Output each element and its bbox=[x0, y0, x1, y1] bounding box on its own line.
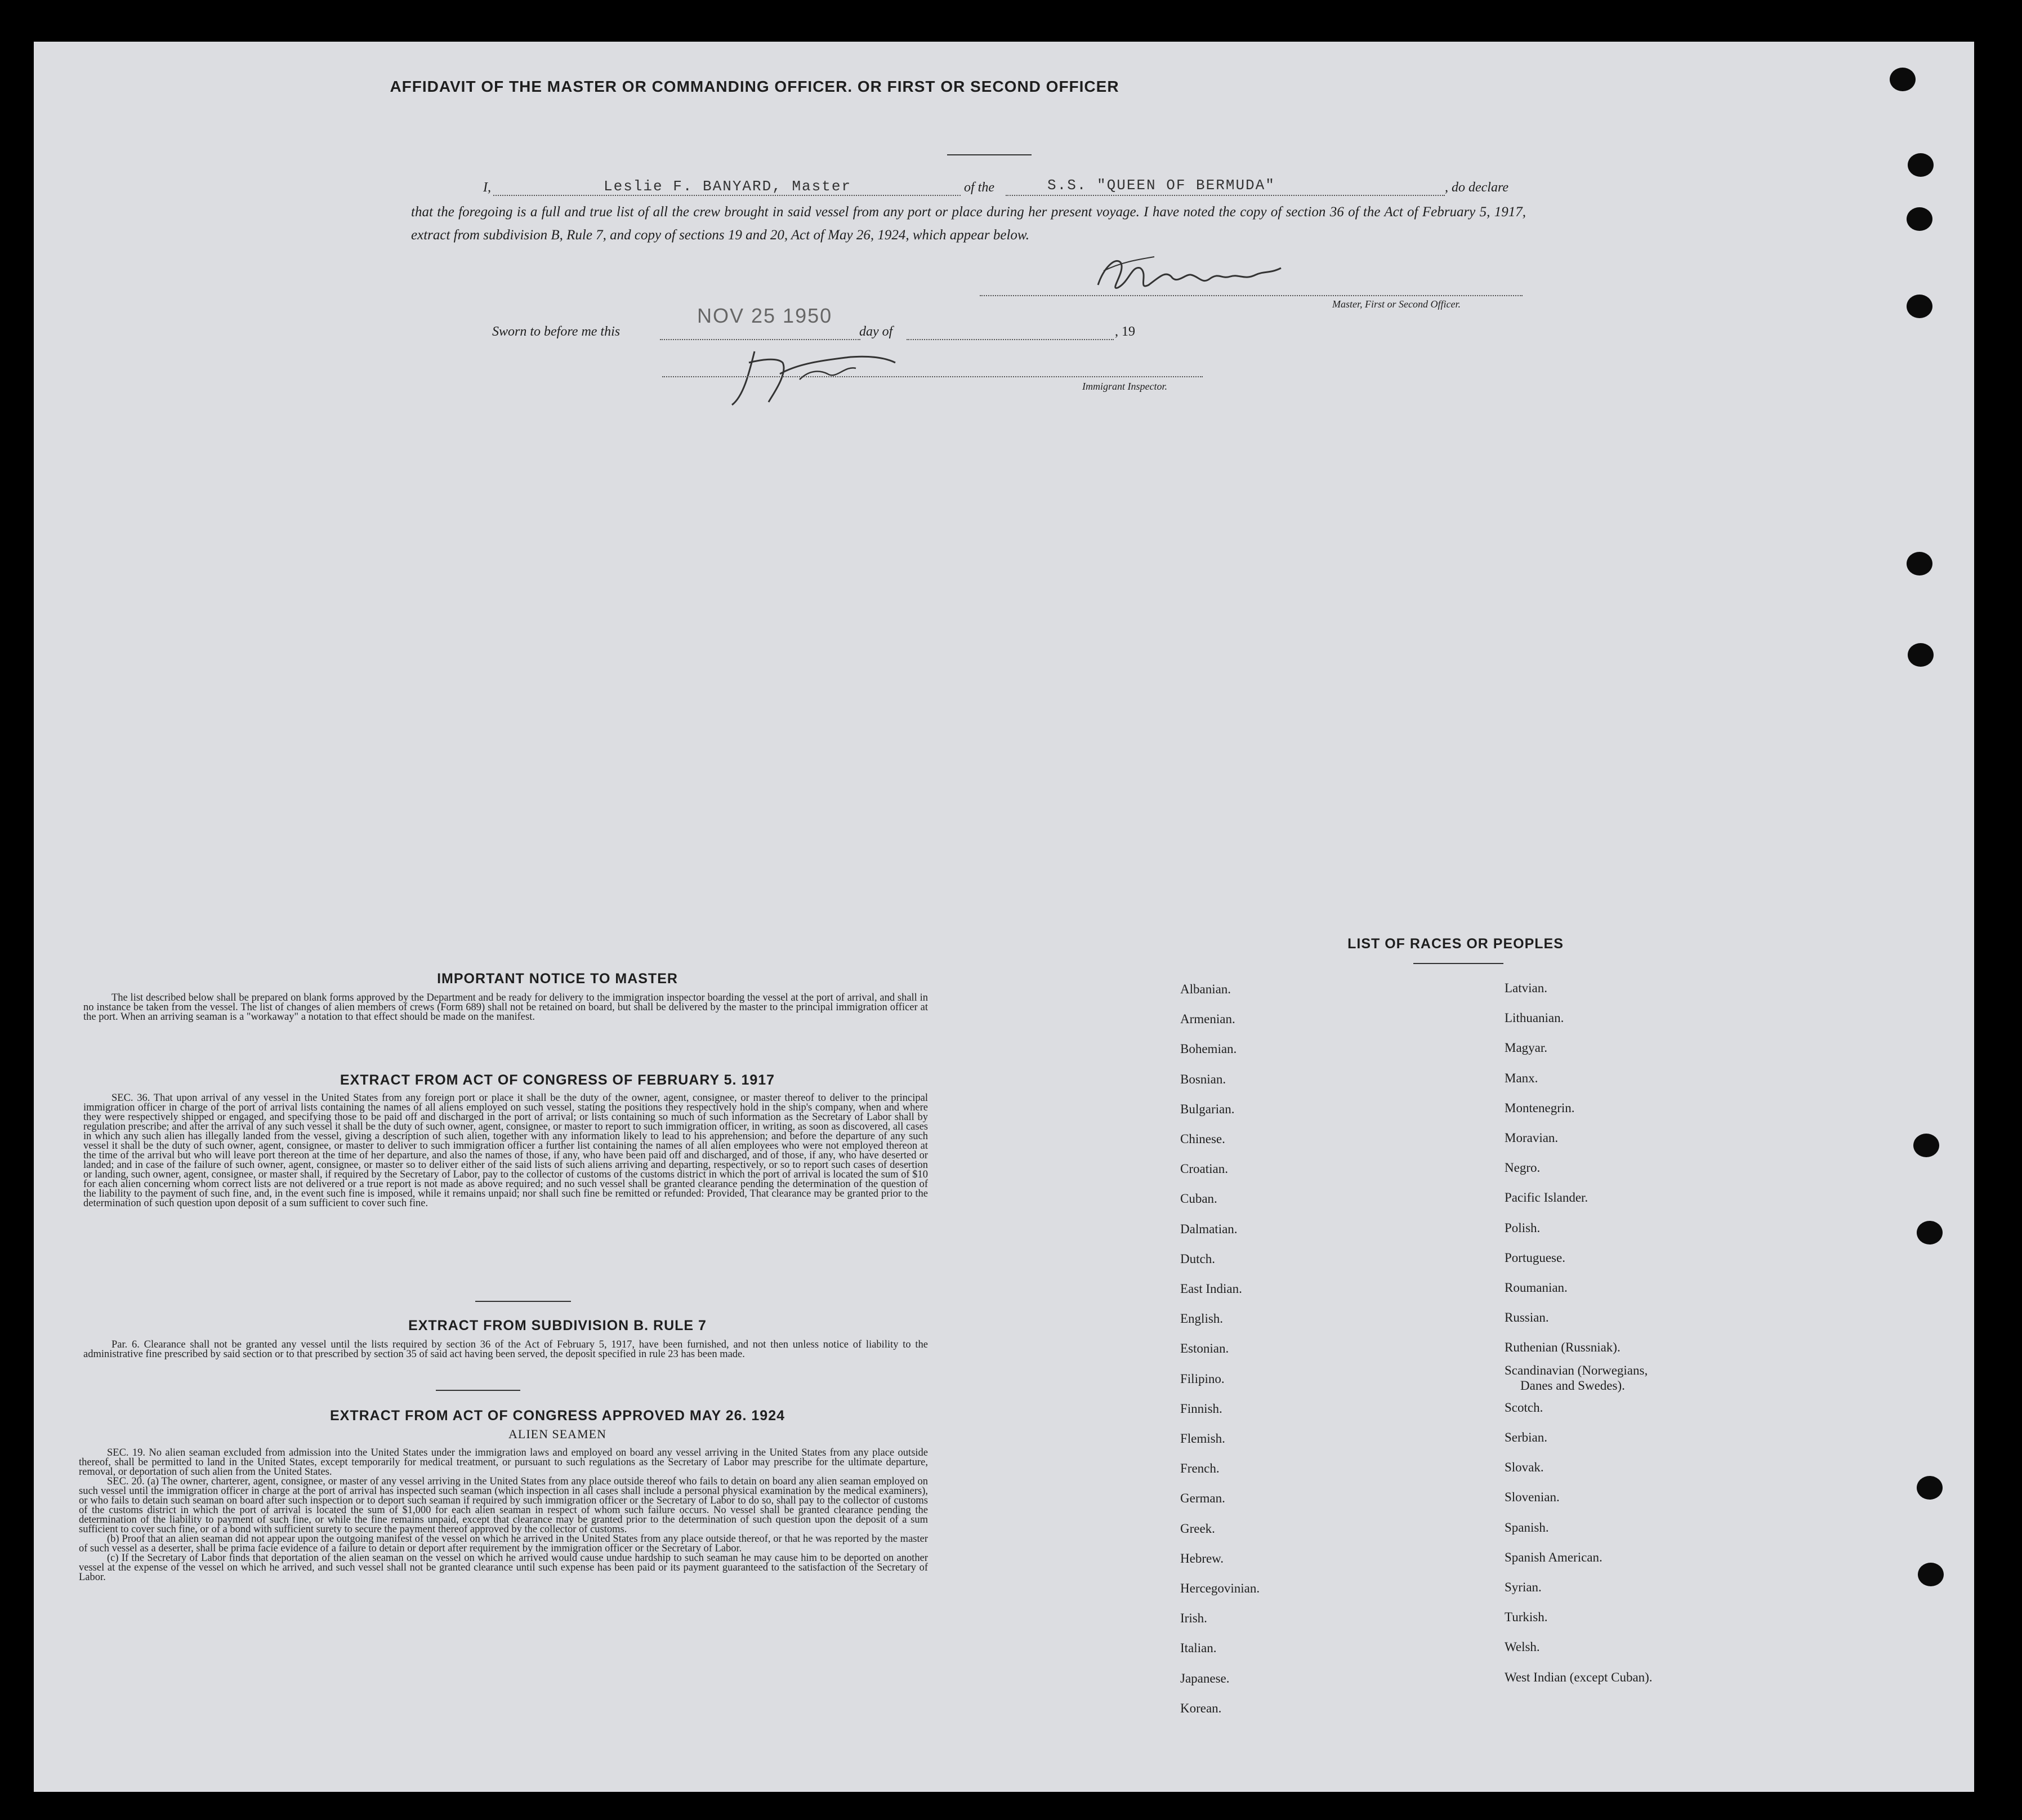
binder-hole bbox=[1917, 1476, 1943, 1500]
of-the-label: of the bbox=[964, 180, 994, 195]
binder-hole bbox=[1890, 68, 1916, 91]
race-item: Bulgarian. bbox=[1180, 1101, 1235, 1116]
extract-rule7-text bbox=[83, 1340, 928, 1359]
notice-text bbox=[83, 993, 928, 1022]
notice-title: IMPORTANT NOTICE TO MASTER bbox=[437, 971, 678, 987]
race-item: Filipino. bbox=[1180, 1371, 1225, 1386]
races-right-column bbox=[1505, 973, 1820, 1692]
race-item: Slovak. bbox=[1505, 1460, 1544, 1475]
sworn-month-line bbox=[907, 339, 1114, 340]
extract-1917-text bbox=[83, 1094, 928, 1208]
race-item: East Indian. bbox=[1180, 1282, 1242, 1296]
race-item: Negro. bbox=[1505, 1161, 1541, 1175]
race-item: Russian. bbox=[1505, 1310, 1549, 1325]
race-item: Polish. bbox=[1505, 1220, 1541, 1235]
race-item: West Indian (except Cuban). bbox=[1505, 1670, 1653, 1684]
vessel-line bbox=[1006, 195, 1445, 196]
race-item: Estonian. bbox=[1180, 1341, 1229, 1356]
binder-hole bbox=[1907, 552, 1932, 576]
race-item: Flemish. bbox=[1180, 1431, 1225, 1446]
race-item: Dalmatian. bbox=[1180, 1221, 1238, 1236]
binder-hole bbox=[1907, 207, 1932, 231]
par6-paragraph: Par. 6. Clearance shall not be granted any vessel until the lists required by section 36 of the Act of February 5, 1917, have been furnished, and not then unless notice of liability to the administrative fine prescribed by said section or to that prescribed by section 35 of said act having been served, the deposit specified in rule 23 has been made. bbox=[83, 1339, 928, 1360]
binder-hole bbox=[1918, 1563, 1944, 1586]
race-item: Spanish American. bbox=[1505, 1550, 1603, 1564]
race-item: Ruthenian (Russniak). bbox=[1505, 1340, 1621, 1355]
race-item: Moravian. bbox=[1505, 1131, 1559, 1145]
race-item: Montenegrin. bbox=[1505, 1100, 1575, 1115]
sec36-paragraph: SEC. 36. That upon arrival of any vessel in the United States from any foreign port or place it shall be the duty of the owner, agent, consignee, or master thereof to deliver to the principal immigration officer in charge of the port of arrival lists containing the names of all aliens employed on such vessel, stating the positions they respectively hold in the ship's company, when and where they were respectively shipped or engaged, and specifying those to be paid off and discharged in the port of arrival; or lists containing so much of such information as the Secretary of Labor shall by regulation prescribe; and after the arrival of any such vessel it shall be the duty of such owner, agent, consignee, or master to report to such immigration officer, in writing, as soon as discovered, all cases in which any such alien has illegally landed from the vessel, giving a description of such alien, together with any information likely to lead to his apprehension; and before the departure of any such vessel it shall be the duty of such owner, agent, consignee, or master to deliver to such immigration officer a further list containing the names of all alien employees who were not employed thereon at the time of the arrival but who will leave port thereon at the time of her departure, and also the names of those, if any, who have been paid off and discharged, and of those, if any, who have deserted or landed; and in case of the failure of such owner, agent, consignee, or master so to deliver either of the said lists of such aliens arriving and departing, respectively, or so to report such cases of desertion or landing, such owner, agent, consignee, or master shall, if required by the Secretary of Labor, pay to the collector of customs of the customs district in which the port of arrival is located the sum of $10 for each alien concerning whom correct lists are not delivered or a true report is not made as above required; and no such vessel shall be granted clearance pending the determination of the question of the liability to the payment of such fine, and, in the event such fine is imposed, while it remains unpaid; nor shall such fine be remitted or refunded: Provided, That clearance may be granted prior to the determination of such question upon deposit of a sum sufficient to cover such fine. bbox=[83, 1092, 928, 1209]
master-caption: Master, First or Second Officer. bbox=[1332, 298, 1461, 310]
sworn-label: Sworn to before me this bbox=[492, 324, 621, 339]
race-item: Slovenian. bbox=[1505, 1490, 1560, 1505]
race-item: Hercegovinian. bbox=[1180, 1581, 1260, 1596]
do-declare-label: , do declare bbox=[1445, 180, 1509, 195]
section-divider bbox=[436, 1390, 520, 1391]
race-item: Lithuanian. bbox=[1505, 1011, 1564, 1025]
inspector-signature-line bbox=[662, 376, 1203, 377]
sec20b-paragraph: (b) Proof that an alien seaman did not appear upon the outgoing manifest of the vessel on which he arrived in the United States from any place outside thereof, or that he was reported by the master of such vessel as a deserter, shall be prima facie evidence of a failure to detain or deport after requirement by the immigration officer or the Secretary of Labor. bbox=[79, 1533, 928, 1554]
race-item: Syrian. bbox=[1505, 1580, 1542, 1595]
race-item: Greek. bbox=[1180, 1521, 1215, 1536]
race-item-scandinavian bbox=[1505, 1363, 1820, 1393]
race-item: Spanish. bbox=[1505, 1520, 1549, 1534]
race-item: Magyar. bbox=[1505, 1041, 1548, 1055]
day-of-label: day of bbox=[859, 324, 893, 339]
race-item: Pacific Islander. bbox=[1505, 1190, 1588, 1205]
extract-1917-title: EXTRACT FROM ACT OF CONGRESS OF FEBRUARY 5. 1917 bbox=[340, 1072, 775, 1088]
binder-hole bbox=[1908, 643, 1934, 667]
notice-paragraph: The list described below shall be prepared on blank forms approved by the Department and be ready for delivery to the immigration inspector boarding the vessel at the port of arrival, and shall in no instance be taken from the vessel. The list of changes of alien members of crews (Form 689) shall not be retained on board, but shall be delivered by the master to the principal immigration officer at the port. When an arriving seaman is a "workaway" a notation to that effect should be made on the manifest. bbox=[83, 992, 928, 1023]
race-item: Bosnian. bbox=[1180, 1072, 1226, 1086]
races-left-column bbox=[1180, 974, 1462, 1723]
extract-1924-text bbox=[79, 1448, 928, 1582]
race-item: Manx. bbox=[1505, 1070, 1538, 1085]
sec19-paragraph: SEC. 19. No alien seaman excluded from admission into the United States under the immigration laws and employed on board any vessel arriving in the United States from any place outside thereof, shall be permitted to land in the United States, except temporarily for medical treatment, or pursuant to such regulations as the Secretary of Labor may prescribe for the ultimate departure, removal, or deportation of such alien from the United States. bbox=[79, 1447, 928, 1478]
race-item: Serbian. bbox=[1505, 1430, 1548, 1445]
race-item: English. bbox=[1180, 1312, 1224, 1326]
race-item: Croatian. bbox=[1180, 1162, 1228, 1176]
race-item: Latvian. bbox=[1505, 981, 1547, 995]
extract-1924-title: EXTRACT FROM ACT OF CONGRESS APPROVED MAY 26. 1924 bbox=[329, 1408, 785, 1424]
sec20a-paragraph: SEC. 20. (a) The owner, charterer, agent, consignee, or master of any vessel arriving in the United States from any place outside thereof who fails to detain on board any alien seaman employed on such vessel until the immigration officer in charge at the port of arrival has inspected such seaman (which inspection in all cases shall include a personal physical examination by the medical examiners), or who fails to detain such seaman on board after such inspection or to deport such seaman if required by such immigration officer or the Secretary of Labor to do so, shall pay to the collector of customs of the customs district in which the port of arrival is located the sum of $1,000 for each alien seaman in respect of whom such failure occurs. No vessel shall be granted clearance pending the determination of the liability to payment of such fine, or while the fine remains unpaid, except that clearance may be granted prior to the determination of such question upon the deposit of a sum sufficient to cover such fine, or of a bond with sufficient surety to secure the payment thereof approved by the collector of customs. bbox=[79, 1476, 928, 1535]
year-prefix-label: , 19 bbox=[1115, 324, 1135, 339]
title-underline bbox=[947, 154, 1032, 155]
vessel-name-value: S.S. "QUEEN OF BERMUDA" bbox=[1047, 177, 1275, 194]
race-item: Scandinavian (Norwegians, bbox=[1505, 1363, 1648, 1377]
binder-hole bbox=[1908, 153, 1934, 177]
race-item: Irish. bbox=[1180, 1611, 1207, 1626]
binder-hole bbox=[1913, 1134, 1939, 1157]
sec20c-paragraph: (c) If the Secretary of Labor finds that deportation of the alien seaman on the vessel on which he arrived would cause undue hardship to such seaman he may cause him to be deported on another vessel at the expense of the vessel on which he arrived, and such vessel shall not be granted clearance until such expense has been paid or its payment guaranteed to the satisfaction of the Secretary of Labor. bbox=[79, 1553, 928, 1583]
master-signature-line bbox=[980, 295, 1523, 296]
extract-rule7-title: EXTRACT FROM SUBDIVISION B. RULE 7 bbox=[408, 1318, 707, 1333]
affidavit-title: AFFIDAVIT OF THE MASTER OR COMMANDING OFFICER. OR FIRST OR SECOND OFFICER bbox=[390, 78, 1119, 95]
binder-hole bbox=[1907, 295, 1932, 318]
inspector-caption: Immigrant Inspector. bbox=[1082, 381, 1167, 392]
race-item: German. bbox=[1180, 1491, 1225, 1506]
affidavit-body: that the foregoing is a full and true list of all the crew brought in said vessel from any port or place during her present voyage. I have noted the copy of section 36 of the Act of February 5, 1917, extract from subdivision B, Rule 7, and copy of sections 19 and 20, Act of May 26, 1924, which appear below. bbox=[411, 204, 1526, 243]
master-signature bbox=[1087, 246, 1289, 302]
race-item: Scotch. bbox=[1505, 1400, 1543, 1415]
race-item: Chinese. bbox=[1180, 1132, 1225, 1147]
race-item: Finnish. bbox=[1180, 1401, 1222, 1416]
race-item: Korean. bbox=[1180, 1701, 1222, 1715]
race-item: Bohemian. bbox=[1180, 1042, 1237, 1056]
race-item: Armenian. bbox=[1180, 1012, 1235, 1027]
declarant-i-label: I, bbox=[483, 180, 491, 195]
race-item: Turkish. bbox=[1505, 1610, 1548, 1625]
race-item: Cuban. bbox=[1180, 1192, 1217, 1206]
race-item: Japanese. bbox=[1180, 1671, 1230, 1685]
race-item: Welsh. bbox=[1505, 1640, 1540, 1654]
races-title-underline bbox=[1413, 963, 1503, 964]
alien-seamen-subtitle: ALIEN SEAMEN bbox=[508, 1427, 606, 1441]
race-item: Hebrew. bbox=[1180, 1551, 1224, 1565]
races-title: LIST OF RACES OR PEOPLES bbox=[1347, 936, 1564, 952]
race-item: French. bbox=[1180, 1461, 1220, 1476]
race-item: Portuguese. bbox=[1505, 1250, 1565, 1265]
date-stamp: NOV 25 1950 bbox=[697, 304, 833, 327]
master-name-line bbox=[493, 195, 961, 196]
race-item: Roumanian. bbox=[1505, 1281, 1568, 1295]
section-divider bbox=[475, 1301, 571, 1302]
master-name-value: Leslie F. BANYARD, Master bbox=[604, 178, 852, 195]
race-item-continuation: Danes and Swedes). bbox=[1520, 1378, 1625, 1393]
binder-hole bbox=[1917, 1221, 1943, 1244]
race-item: Albanian. bbox=[1180, 982, 1231, 996]
race-item: Italian. bbox=[1180, 1641, 1217, 1656]
race-item: Dutch. bbox=[1180, 1251, 1215, 1266]
